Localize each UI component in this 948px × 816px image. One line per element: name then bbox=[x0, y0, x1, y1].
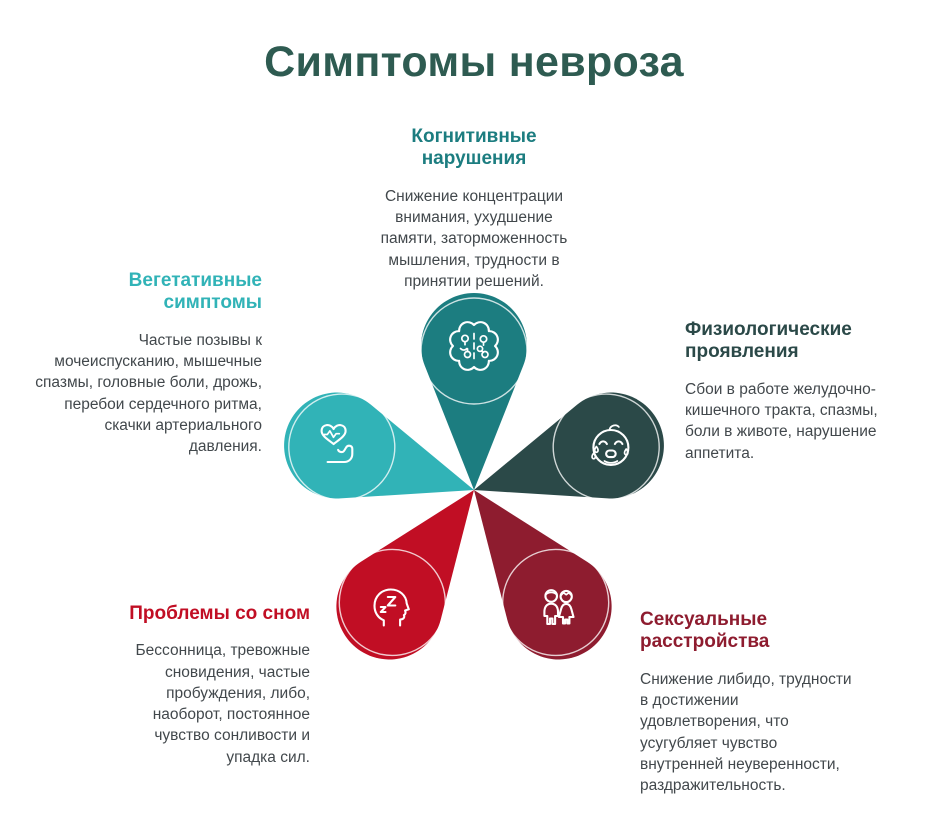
section-body: Снижение концентрации внимания, ухудшение памяти, заторможенность мышления, трудности в принятии решений. bbox=[380, 187, 568, 290]
section-physiological-text bbox=[685, 319, 909, 464]
section-body: Бессонница, тревожные сновидения, частые пробуждения, либо, наоборот, постоянное чувство сонливости и упадка сил. bbox=[135, 642, 310, 766]
section-heading: Физиологические проявления bbox=[685, 319, 852, 363]
section-vegetative-text bbox=[30, 270, 262, 457]
page-title: Симптомы невроза bbox=[264, 38, 684, 86]
section-body: Сбои в работе желудочно-кишечного тракта, спазмы, боли в животе, нарушение аппетита. bbox=[685, 380, 878, 462]
section-heading: Вегетативные симптомы bbox=[128, 270, 262, 314]
section-sleep-text bbox=[108, 603, 310, 768]
section-heading: Сексуальные расстройства bbox=[640, 609, 770, 653]
section-cognitive-text bbox=[372, 126, 576, 292]
section-sexual-text bbox=[640, 609, 852, 796]
section-body: Частые позывы к мочеиспусканию, мышечные спазмы, головные боли, дрожь, перебои сердечного ритма, скачки артериального давления. bbox=[35, 331, 262, 455]
section-body: Снижение либидо, трудности в достижении удовлетворения, что усугубляет чувство внутренней неуверенности, раздражительность. bbox=[640, 670, 852, 794]
section-heading: Проблемы со сном bbox=[129, 603, 310, 624]
section-heading: Когнитивные нарушения bbox=[411, 126, 537, 170]
petal-diagram bbox=[262, 278, 686, 702]
